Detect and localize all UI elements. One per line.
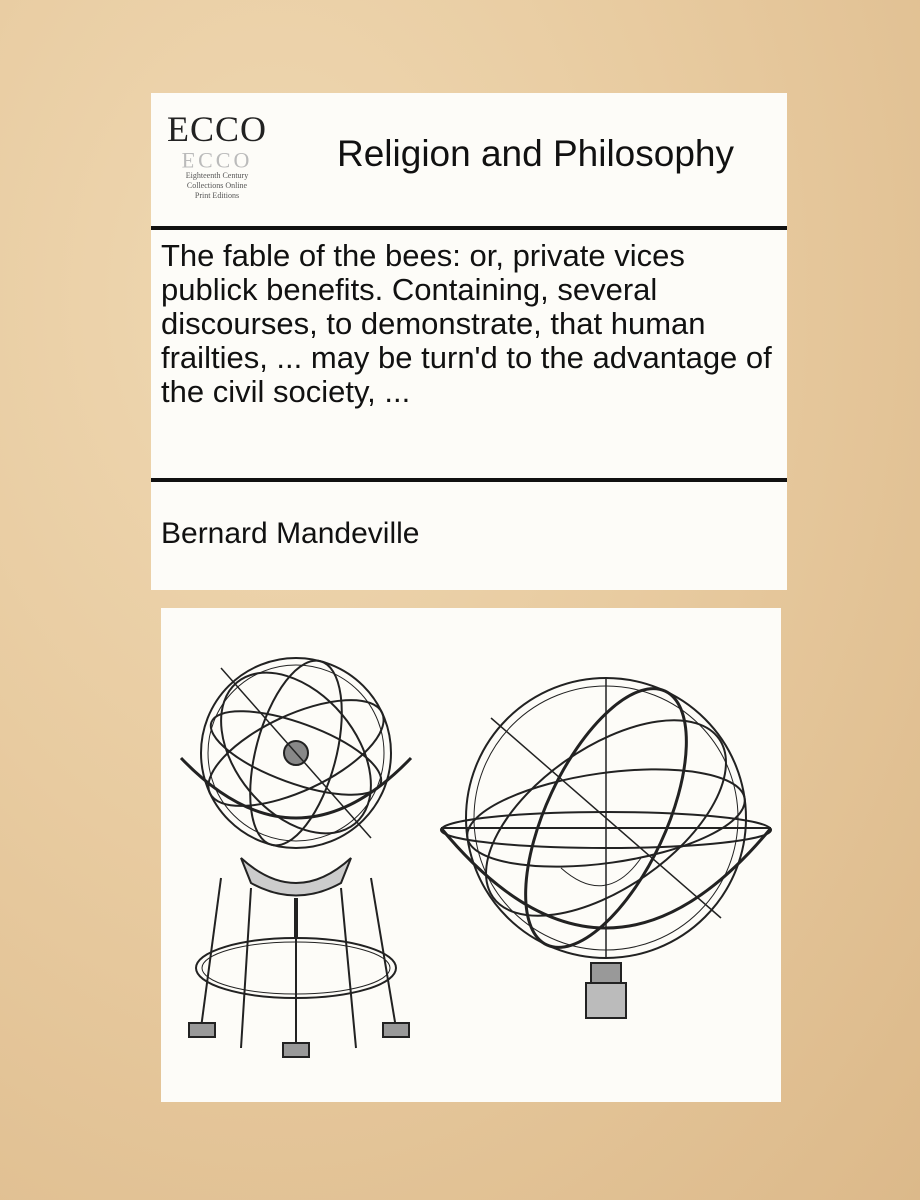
logo-wordmark: ECCO [167,109,268,149]
logo-subtitle-2: Collections Online [186,181,248,190]
logo-mirror: ECCO [181,148,253,173]
author-name: Bernard Mandeville [161,517,420,550]
left-armillary-sphere [181,644,411,1057]
series-title: Religion and Philosophy [337,133,734,174]
book-title: The fable of the bees: or, private vices publick benefits. Containing, several discourses, to demonstrate, that human frailties, ... may be turn'd to the advantage of the civil society, ... [161,238,772,409]
title-panel [151,93,787,590]
logo-subtitle-1: Eighteenth Century [185,171,249,180]
armillary-spheres-illustration [161,608,781,1102]
illustration-panel [161,608,781,1102]
logo-subtitle-3: Print Editions [194,191,240,200]
divider-top [151,226,787,230]
ecco-logo [167,109,267,219]
divider-bottom [151,478,787,482]
right-armillary-sphere [441,666,771,1018]
